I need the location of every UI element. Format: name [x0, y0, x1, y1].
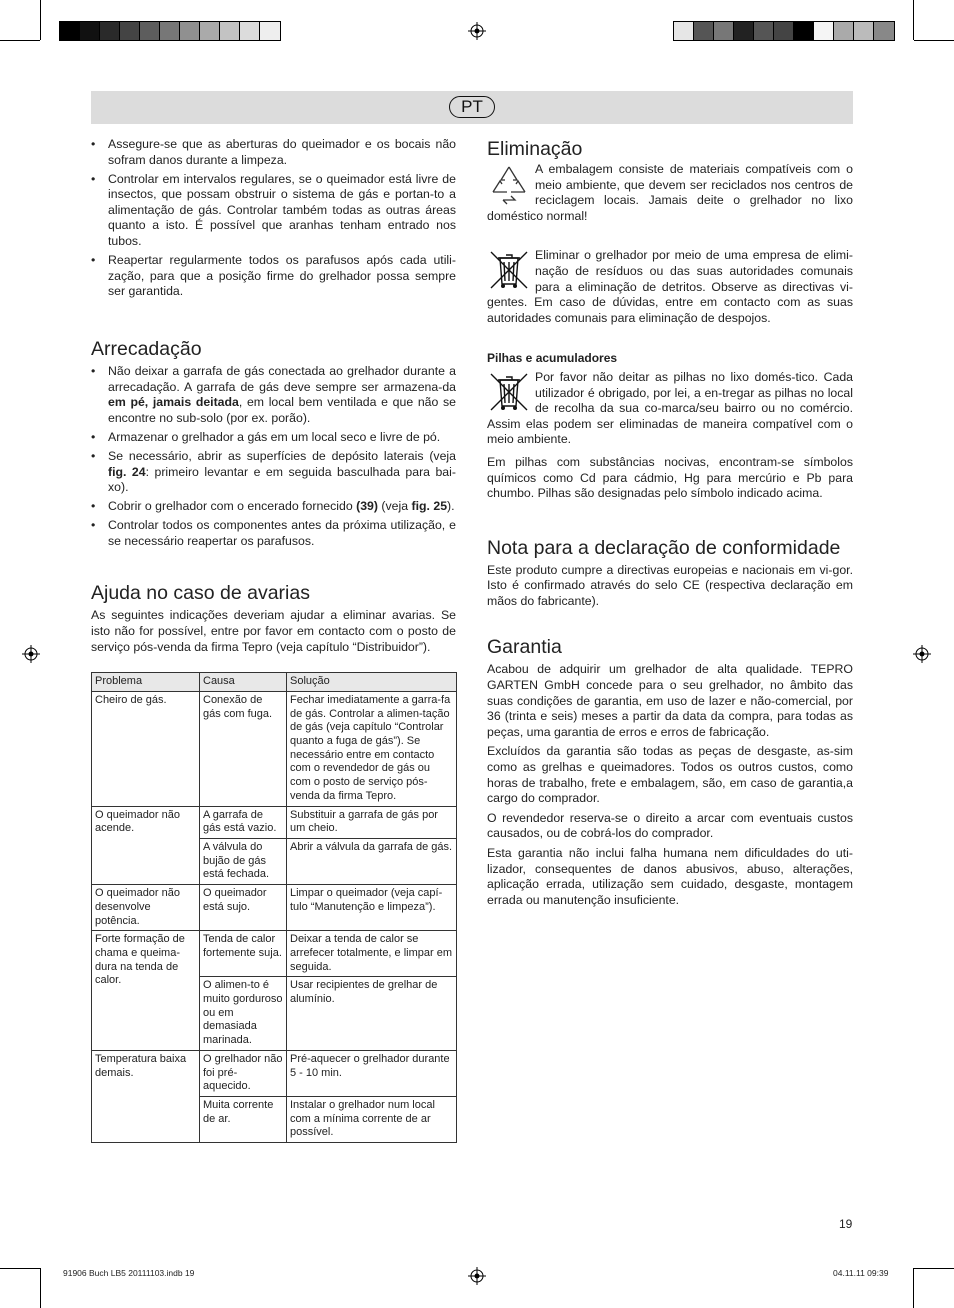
section-title-warranty: Garantia	[487, 636, 562, 659]
warranty-text: Excluídos da garantia são todas as peças de desgaste, as-sim como as grelhas e queimadores. Todos os outros custos, como horas de trabalho, frete e embalagem, são, em caso de garantia,a cargo do comprador.	[487, 744, 853, 806]
footer-file-info: 91906 Buch LB5 20111103.indb 19	[63, 1268, 195, 1278]
table-cell: Conexão de gás com fuga.	[200, 691, 287, 806]
warranty-text: O revendedor reserva-se o direito a arcar com eventuais custos causados, ou de cobrá-los do comprador.	[487, 810, 853, 841]
troubleshooting-intro: As seguintes indicações deveriam ajudar a eliminar avarias. Se isto não for possível, entre por favor em contacto com o posto de serviço pós-venda da firma Tepro (veja capítulo “Distribuidor”).	[91, 608, 456, 654]
table-cell: A garrafa de gás está vazio.	[200, 806, 287, 838]
table-cell: O queimador está sujo.	[200, 885, 287, 931]
list-item: • Cobrir o grelhador com o encerado fornecido (39) (veja fig. 25).	[91, 499, 456, 515]
recycle-icon	[487, 162, 531, 206]
batteries-subtitle: Pilhas e acumuladores	[487, 351, 618, 366]
table-cell: Deixar a tenda de calor se arrefecer totalmente, e limpar em seguida.	[287, 931, 457, 977]
list-item: • Reapertar regularmente todos os parafusos após cada utili-zação, para que a posição firme do grelhador possa sempre ser garantida.	[91, 253, 456, 300]
column-header: Problema	[92, 673, 200, 692]
crop-mark	[40, 0, 41, 40]
table-row	[92, 691, 457, 806]
crop-mark	[0, 40, 40, 41]
list-item: • Armazenar o grelhador a gás em um local seco e livre de pó.	[91, 430, 456, 446]
calibration-bar-left	[59, 21, 281, 41]
table-cell: Tenda de calor fortemente suja.	[200, 931, 287, 977]
right-column	[487, 137, 853, 908]
table-cell: A válvula do bujão de gás está fechada.	[200, 838, 287, 884]
list-item: • Não deixar a garrafa de gás conectada ao grelhador durante a arrecadação. A garrafa de gás deve sempre ser armazena-da em pé, jamais deitada, em local bem ventilada e que não se encontre no sub-solo (por ex. porão).	[91, 364, 456, 426]
crop-mark	[913, 1268, 914, 1308]
table-cell: Limpar o queimador (veja capí-tulo “Manutenção e limpeza”).	[287, 885, 457, 931]
language-badge: PT	[449, 96, 495, 118]
batteries-block	[487, 370, 853, 448]
crop-mark	[40, 1268, 41, 1308]
troubleshooting-table	[91, 672, 457, 1143]
page-number: 19	[839, 1217, 853, 1231]
table-cell: Fechar imediatamente a garra-fa de gás. Controlar a alimen-tação de gás (veja capítulo “Controlar quanto a fuga de gás”). Se necessário entre em contacto com o revendedor de gás ou com o posto de serviço pós-venda da firma Tepro.	[287, 691, 457, 806]
crossed-bin-icon	[487, 248, 531, 292]
crossed-bin-icon	[487, 370, 531, 414]
table-cell: Pré-aquecer o grelhador durante 5 - 10 min.	[287, 1050, 457, 1096]
table-cell: O grelhador não foi pré-aquecido.	[200, 1050, 287, 1096]
table-cell: Muita corrente de ar.	[200, 1096, 287, 1142]
table-row	[92, 806, 457, 838]
calibration-bar-right	[673, 21, 895, 41]
appliance-disposal-block	[487, 248, 853, 326]
warranty-text: Esta garantia não inclui falha humana nem dificuldades do uti-lizador, consequentes de danos abusivos, abuso, alterações, aplicação errada, utilização sem cuidado, desgaste, montagem errada ou manutenção insuficiente.	[487, 846, 853, 907]
list-item: • Se necessário, abrir as superfícies de depósito laterais (veja fig. 24: primeiro levantar e em seguida basculhada para bai-xo).	[91, 449, 456, 496]
packaging-text: A embalagem consiste de materiais compatíveis com o meio ambiente, que devem ser reciclados nos centros de reciclagem locais. Jamais deite o grelhador no lixo doméstico normal!	[487, 162, 853, 223]
left-column	[91, 137, 456, 1143]
storage-list	[91, 364, 456, 550]
registration-mark-icon	[468, 1267, 486, 1285]
column-header: Solução	[287, 673, 457, 692]
section-title-disposal: Eliminação	[487, 138, 583, 160]
batteries-symbols-text: Em pilhas com substâncias nocivas, encontram-se símbolos químicos como Cd para cádmio, Hg para mercúrio e Pb para chumbo. Pilhas são designadas pelo símbolo indicado acima.	[487, 454, 853, 501]
registration-mark-icon	[22, 645, 40, 663]
list-item: • Controlar todos os componentes antes da próxima utilização, e se necessário reapertar os parafusos.	[91, 518, 456, 549]
table-cell: Forte formação de chama e queima-dura na tenda de calor.	[92, 931, 200, 1051]
appliance-disposal-text: Eliminar o grelhador por meio de uma empresa de elimi-nação de resíduos ou das suas autoridades comunais para a eliminação de detritos. Observe as directivas vi-gentes. Em caso de dúvidas, entre em contacto com as suas autoridades comunais para eliminação de despojos.	[487, 248, 853, 325]
registration-mark-icon	[468, 22, 486, 40]
table-row	[92, 1050, 457, 1096]
section-title-troubleshooting: Ajuda no caso de avarias	[91, 582, 310, 605]
packaging-block	[487, 162, 853, 224]
crop-mark	[0, 1268, 40, 1269]
table-cell: Instalar o grelhador num local com a mínima corrente de ar possível.	[287, 1096, 457, 1142]
table-cell: Cheiro de gás.	[92, 691, 200, 806]
table-cell: Substituir a garrafa de gás por um cheio.	[287, 806, 457, 838]
table-cell: Temperatura baixa demais.	[92, 1050, 200, 1142]
crop-mark	[914, 1268, 954, 1269]
table-header-row	[92, 673, 457, 692]
list-item: • Assegure-se que as aberturas do queimador e os bocais não sofram danos durante a limpeza.	[91, 137, 456, 168]
footer-date: 04.11.11 09:39	[833, 1268, 889, 1278]
conformity-text: Este produto cumpre a directivas europeias e nacionais em vi-gor. Isto é confirmado através do selo CE (respectiva declaração em mãos do fabricante).	[487, 562, 853, 608]
warranty-text: Acabou de adquirir um grelhador de alta qualidade. TEPRO GARTEN GmbH concede para o seu grelhador, no âmbito das suas condições de garantia, em uso de lazer e não-comercial, por 36 (trinta e seis) meses a partir da data da compra, para todas as peças, uma garantia de erros e erros de fabricação.	[487, 662, 853, 739]
registration-mark-icon	[913, 645, 931, 663]
table-cell: Abrir a válvula da garrafa de gás.	[287, 838, 457, 884]
column-header: Causa	[200, 673, 287, 692]
table-cell: O queimador não acende.	[92, 806, 200, 885]
crop-mark	[913, 0, 914, 40]
table-row	[92, 931, 457, 977]
table-cell: Usar recipientes de grelhar de alumínio.	[287, 977, 457, 1051]
table-cell: O alimen-to é muito gorduroso ou em demasiada marinada.	[200, 977, 287, 1051]
table-cell: O queimador não desenvolve potência.	[92, 885, 200, 931]
list-item: • Controlar em intervalos regulares, se o queimador está livre de insectos, que possam obstruir o sistema de gás e portan-to a alimentação de gás. Controlar também todas as outras áreas quanto a isto. É possível que aranhas tenham entrado nos tubos.	[91, 172, 456, 250]
table-row	[92, 885, 457, 931]
batteries-text: Por favor não deitar as pilhas no lixo domés-tico. Cada utilizador é obrigado, por lei, a en-tregar as pilhas no local de recolha da sua co-marca/seu bairro ou no comércio. Assim elas podem ser eliminadas de maneira compatível com o meio ambiente.	[487, 369, 853, 447]
section-title-conformity: Nota para a declaração de conformidade	[487, 536, 841, 559]
crop-mark	[914, 40, 954, 41]
maintenance-list	[91, 137, 456, 300]
section-title-storage: Arrecadação	[91, 337, 202, 360]
